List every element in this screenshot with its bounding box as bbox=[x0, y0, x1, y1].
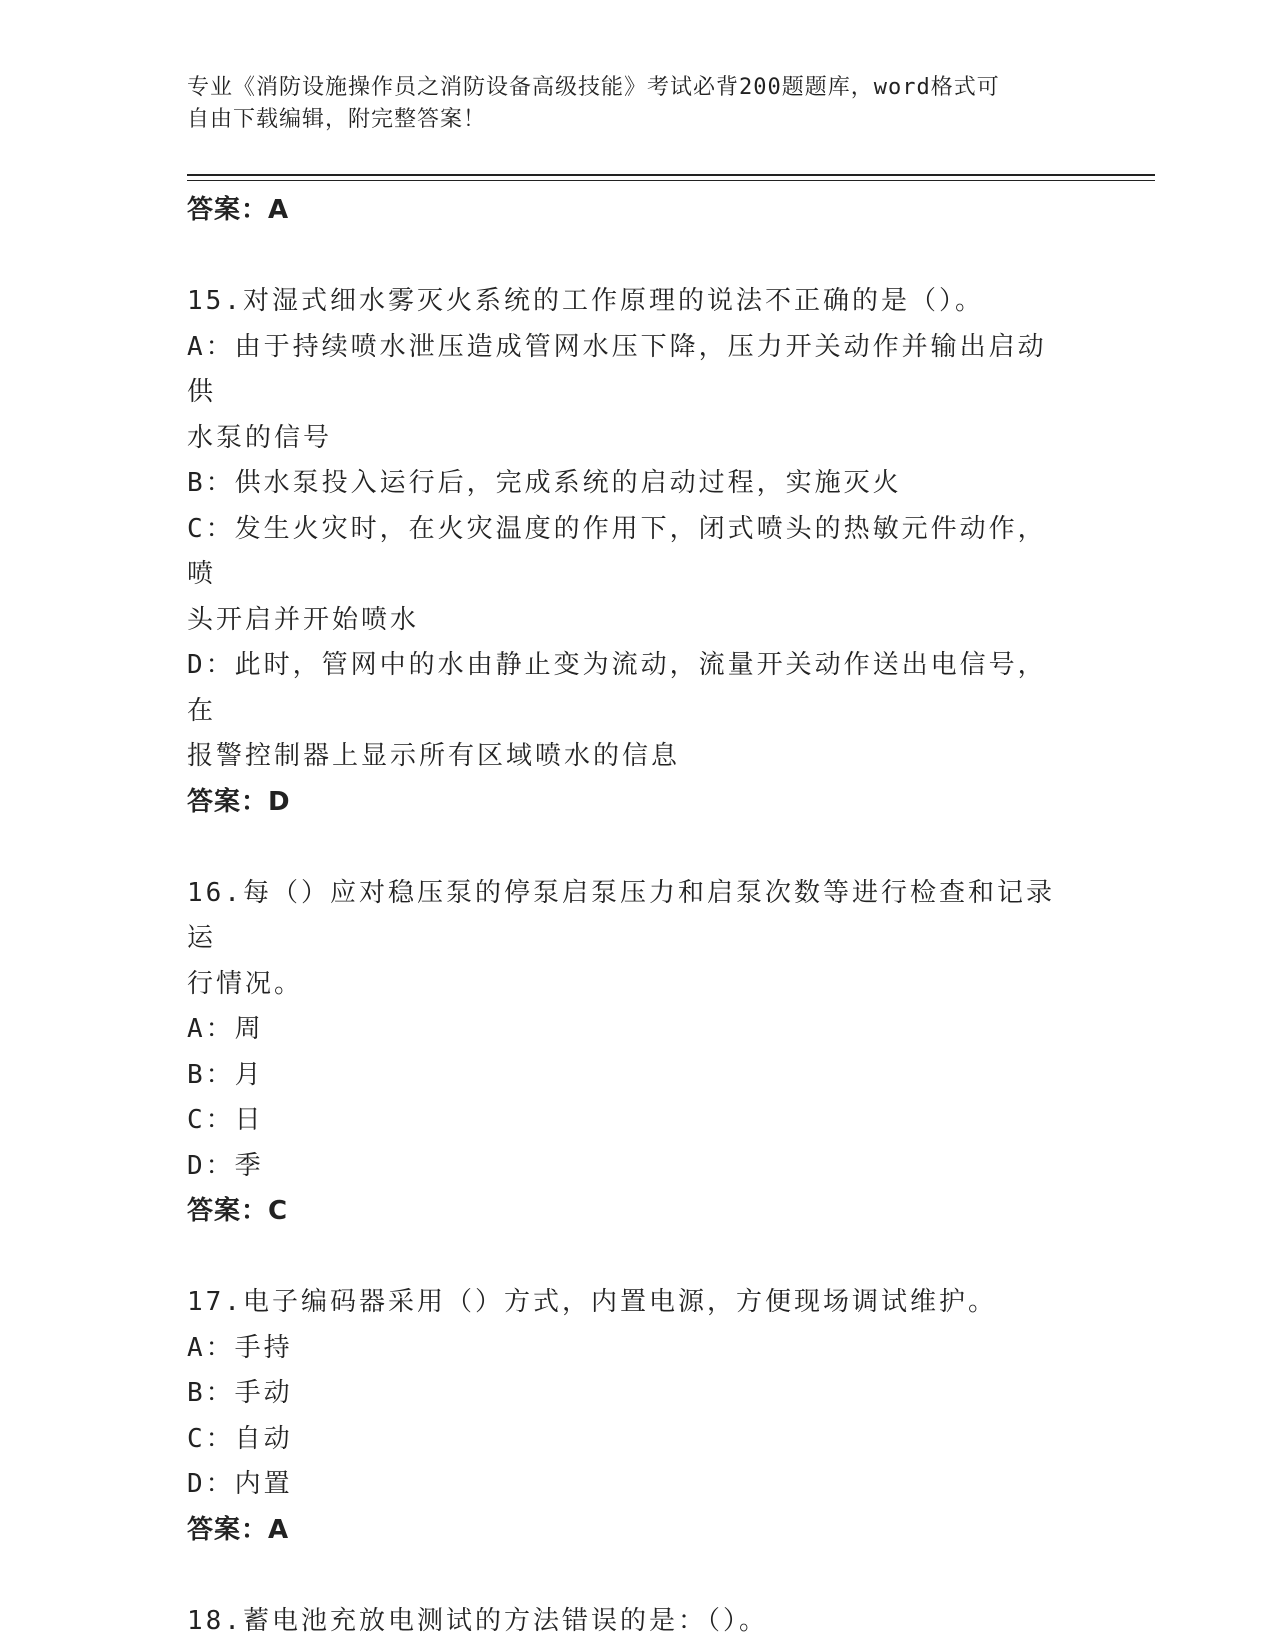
question-18 bbox=[187, 1599, 1067, 1645]
spacer bbox=[187, 234, 1067, 280]
spacer bbox=[187, 1553, 1067, 1599]
header-divider-thick bbox=[187, 174, 1155, 176]
option-d-continued: 报警控制器上显示所有区域喷水的信息 bbox=[187, 741, 681, 771]
option-b: B：月 bbox=[187, 1059, 264, 1090]
question-17 bbox=[187, 1280, 1067, 1553]
question-stem: 17.电子编码器采用（）方式，内置电源，方便现场调试维护。 bbox=[187, 1287, 997, 1317]
header-title-line-1: 专业《消防设施操作员之消防设备高级技能》考试必背200题题库，word格式可 bbox=[187, 75, 1000, 100]
question-answer: 答案：D bbox=[187, 786, 291, 817]
option-b: B：供水泵投入运行后，完成系统的启动过程，实施灭火 bbox=[187, 468, 902, 498]
option-d: D：内置 bbox=[187, 1469, 293, 1499]
option-a: A：周 bbox=[187, 1014, 264, 1044]
option-c: C：日 bbox=[187, 1105, 264, 1135]
option-c: C：发生火灾时，在火灾温度的作用下，闭式喷头的热敏元件动作，喷 bbox=[187, 513, 1047, 589]
option-c: C：自动 bbox=[187, 1423, 293, 1454]
question-stem-continued: 行情况。 bbox=[187, 968, 304, 999]
option-c-continued: 头开启并开始喷水 bbox=[187, 604, 420, 635]
option-a: A：由于持续喷水泄压造成管网水压下降，压力开关动作并输出启动供 bbox=[187, 331, 1047, 407]
header-title-line-2: 自由下载编辑，附完整答案！ bbox=[187, 107, 487, 132]
spacer bbox=[187, 825, 1067, 871]
page-header bbox=[187, 72, 1067, 136]
option-b: B：手动 bbox=[187, 1378, 293, 1408]
question-answer: 答案：A bbox=[187, 1514, 290, 1545]
option-a-continued: 水泵的信号 bbox=[187, 422, 333, 453]
question-16 bbox=[187, 871, 1067, 1235]
option-a: A：手持 bbox=[187, 1332, 293, 1363]
previous-answer: 答案：A bbox=[187, 195, 290, 225]
question-stem: 15.对湿式细水雾灭火系统的工作原理的说法不正确的是（）。 bbox=[187, 286, 984, 316]
header-divider-thin bbox=[187, 180, 1155, 181]
spacer bbox=[187, 1235, 1067, 1281]
question-15 bbox=[187, 279, 1067, 825]
question-answer: 答案：C bbox=[187, 1196, 289, 1226]
question-stem: 18.蓄电池充放电测试的方法错误的是：（）。 bbox=[187, 1605, 768, 1636]
question-stem: 16.每（）应对稳压泵的停泵启泵压力和启泵次数等进行检查和记录运 bbox=[187, 877, 1055, 953]
question-content bbox=[187, 188, 1067, 1644]
option-d: D：季 bbox=[187, 1150, 264, 1181]
option-d: D：此时，管网中的水由静止变为流动，流量开关动作送出电信号，在 bbox=[187, 650, 1047, 726]
